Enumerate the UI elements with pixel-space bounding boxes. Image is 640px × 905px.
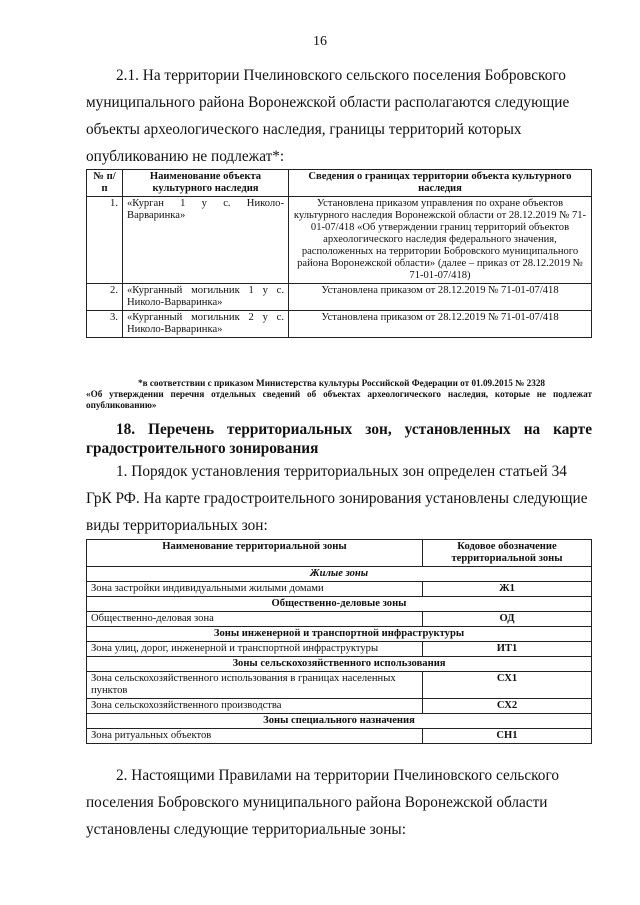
zone-group-row xyxy=(87,597,592,612)
object-name: «Курган 1 у с. Николо-Варваринка» xyxy=(123,197,289,284)
zones-list-paragraph xyxy=(86,762,592,843)
table-row xyxy=(87,284,592,311)
zone-group-row xyxy=(87,627,592,642)
zone-group-title: Зоны инженерной и транспортной инфраструктуры xyxy=(87,627,592,642)
row-number: 2. xyxy=(87,284,123,311)
zone-name: Зона улиц, дорог, инженерной и транспортной инфраструктуры xyxy=(87,642,423,657)
zone-name: Зона ритуальных объектов xyxy=(87,729,423,744)
zone-name: Зона сельскохозяйственного использования в границах населенных пунктов xyxy=(87,672,423,699)
zone-name: Зона сельскохозяйственного производства xyxy=(87,699,423,714)
intro-line-2: муниципального района Воронежской области располагаются следующие xyxy=(86,94,570,111)
zone-code: СХ2 xyxy=(423,699,592,714)
object-name: «Курганный могильник 1 у с. Николо-Варваринка» xyxy=(123,284,289,311)
zones-list-line-3: установлены следующие территориальные зоны: xyxy=(86,821,406,838)
zone-code: ОД xyxy=(423,612,592,627)
table-row xyxy=(87,729,592,744)
intro-line-3: объекты археологического наследия, границы территорий которых xyxy=(86,121,522,138)
zone-code: ИТ1 xyxy=(423,642,592,657)
boundary-info: Установлена приказом управления по охране объектов культурного наследия Воронежской области от 28.12.2019 № 71-01-07/418 «Об утверждении границ территорий объектов археологического наследия федерального значения, расположенных на территории Бобровского муниципального района Воронежской области» (далее – приказ от 28.12.2019 № 71-01-07/418) xyxy=(289,197,592,284)
zones-intro-paragraph xyxy=(86,458,592,539)
footnote-line-1: *в соответствии с приказом Министерства культуры Российской Федерации от 01.09.2015 № 2328 xyxy=(138,378,546,388)
header-zone-code: Кодовое обозначение территориальной зоны xyxy=(423,540,592,567)
zones-table-header xyxy=(87,540,592,567)
boundary-info: Установлена приказом от 28.12.2019 № 71-01-07/418 xyxy=(289,311,592,338)
zone-name: Зона застройки индивидуальными жилыми домами xyxy=(87,582,423,597)
header-object-name: Наименование объекта культурного наследия xyxy=(123,170,289,197)
table-row xyxy=(87,699,592,714)
zone-name: Общественно-деловая зона xyxy=(87,612,423,627)
territorial-zones-table xyxy=(86,539,592,744)
zone-group-title: Общественно-деловые зоны xyxy=(87,597,592,612)
zones-intro-line-2: ГрК РФ. На карте градостроительного зонирования установлены следующие xyxy=(86,490,588,507)
row-number: 1. xyxy=(87,197,123,284)
zone-group-row xyxy=(87,657,592,672)
boundary-info: Установлена приказом от 28.12.2019 № 71-01-07/418 xyxy=(289,284,592,311)
object-name: «Курганный могильник 2 у с. Николо-Варваринка» xyxy=(123,311,289,338)
intro-paragraph xyxy=(86,62,592,170)
footnote-line-2: «Об утверждении перечня отдельных сведений об объектах археологического наследия, которые не подлежат опубликованию» xyxy=(86,389,592,410)
zones-list-line-1: 2. Настоящими Правилами на территории Пчелиновского сельского xyxy=(116,767,559,784)
zones-list-line-2: поселения Бобровского муниципального района Воронежской области xyxy=(86,794,548,811)
footnote xyxy=(86,378,592,411)
heritage-objects-table xyxy=(86,169,592,338)
intro-line-1: 2.1. На территории Пчелиновского сельского поселения Бобровского xyxy=(116,67,566,84)
zone-group-row xyxy=(87,567,592,582)
table-row xyxy=(87,672,592,699)
table-row xyxy=(87,612,592,627)
zone-group-title: Зоны специального назначения xyxy=(87,714,592,729)
table-row xyxy=(87,642,592,657)
table-row xyxy=(87,197,592,284)
zones-intro-line-1: 1. Порядок установления территориальных зон определен статьей 34 xyxy=(116,463,567,480)
zone-code: СН1 xyxy=(423,729,592,744)
row-number: 3. xyxy=(87,311,123,338)
zone-code: СХ1 xyxy=(423,672,592,699)
header-number: № п/п xyxy=(87,170,123,197)
zone-group-title: Зоны сельскохозяйственного использования xyxy=(87,657,592,672)
table-row xyxy=(87,311,592,338)
zone-code: Ж1 xyxy=(423,582,592,597)
header-boundary-info: Сведения о границах территории объекта культурного наследия xyxy=(289,170,592,197)
zones-intro-line-3: виды территориальных зон: xyxy=(86,517,268,534)
zone-group-title: Жилые зоны xyxy=(87,567,592,582)
section-heading: 18. Перечень территориальных зон, установленных на карте градостроительного зонирования xyxy=(86,421,592,457)
table-row xyxy=(87,582,592,597)
intro-line-4: опубликованию не подлежат*: xyxy=(86,148,285,165)
page-number: 16 xyxy=(313,34,327,49)
header-zone-name: Наименование территориальной зоны xyxy=(87,540,423,567)
heritage-table-header xyxy=(87,170,592,197)
zone-group-row xyxy=(87,714,592,729)
